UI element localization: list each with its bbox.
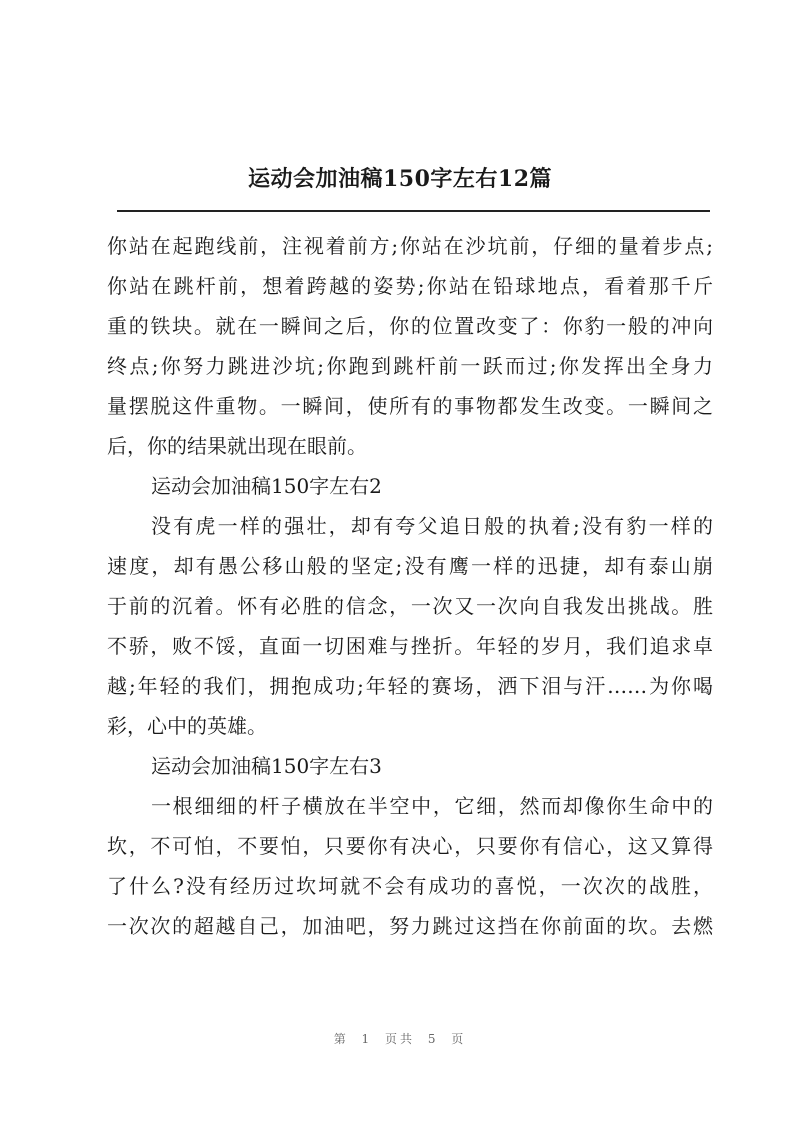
page-footer: 第 1 页共 5 页 [333,1032,467,1046]
document-title: 运动会加油稿150字左右12篇 [247,166,553,192]
text-line: 量摆脱这件重物。一瞬间，使所有的事物都发生改变。一瞬间之 [107,394,713,418]
text-line: 你站在起跑线前，注视着前方;你站在沙坑前，仔细的量着步点; [107,234,713,258]
text-line: 越;年轻的我们，拥抱成功;年轻的赛场，洒下泪与汗……为你喝 [107,674,713,698]
text-line: 没有虎一样的强壮，却有夸父追日般的执着;没有豹一样的 [151,514,713,538]
text-line: 一根细细的杆子横放在半空中，它细，然而却像你生命中的 [151,794,713,818]
paragraph-3 [107,786,713,946]
text-line: 终点;你努力跳进沙坑;你跑到跳杆前一跃而过;你发挥出全身力 [107,354,713,378]
text-line: 你站在跳杆前，想着跨越的姿势;你站在铅球地点，看着那千斤 [107,274,713,298]
text-line: 重的铁块。就在一瞬间之后，你的位置改变了：你豹一般的冲向 [107,314,713,338]
text-line: 了什么?没有经历过坎坷就不会有成功的喜悦，一次次的战胜， [107,874,713,898]
paragraph-2 [107,506,713,746]
text-line: 一次次的超越自己，加油吧，努力跳过这挡在你前面的坎。去燃 [107,914,713,938]
text-line: 坎，不可怕，不要怕，只要你有决心，只要你有信心，这又算得 [107,834,713,858]
title-divider [117,210,710,212]
text-line: 彩，心中的英雄。 [107,714,267,738]
section-heading-3: 运动会加油稿150字左右3 [151,754,382,778]
text-line: 后，你的结果就出现在眼前。 [107,434,367,458]
paragraph-1 [107,226,713,466]
text-line: 不骄，败不馁，直面一切困难与挫折。年轻的岁月，我们追求卓 [107,634,713,658]
text-line: 于前的沉着。怀有必胜的信念，一次又一次向自我发出挑战。胜 [107,594,713,618]
section-heading-2: 运动会加油稿150字左右2 [151,474,382,498]
document-body [107,226,713,946]
text-line: 速度，却有愚公移山般的坚定;没有鹰一样的迅捷，却有泰山崩 [107,554,713,578]
